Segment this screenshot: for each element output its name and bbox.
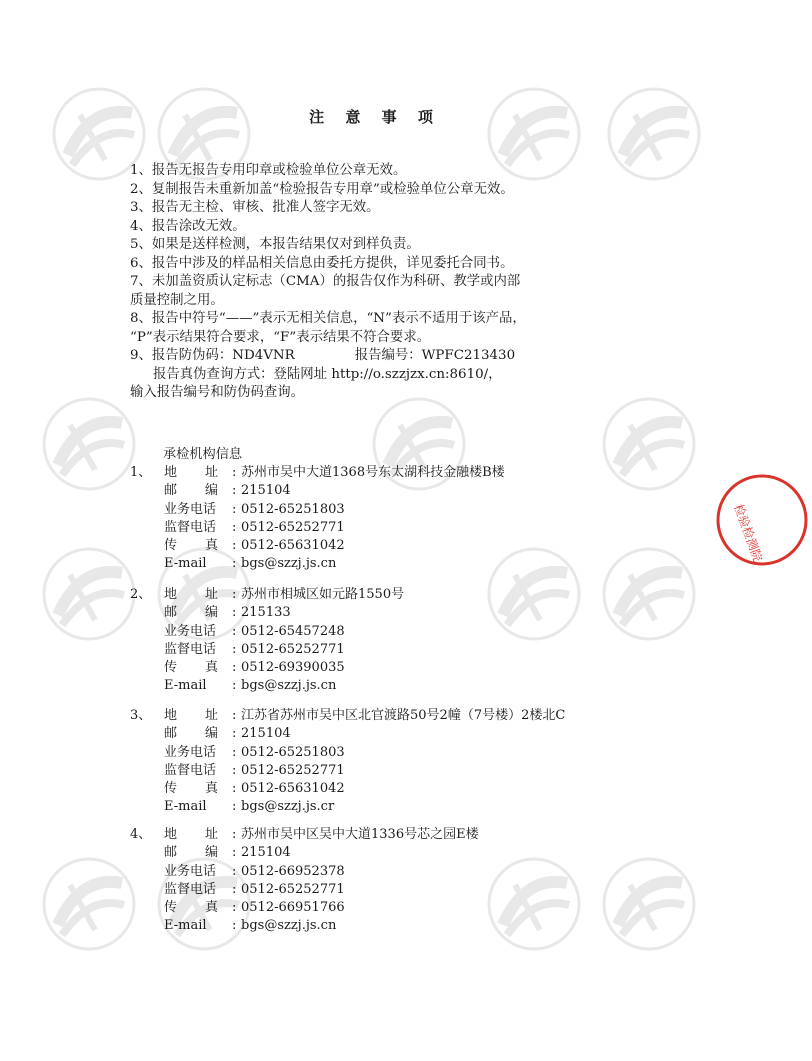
org-fax-row bbox=[130, 780, 565, 798]
org-postcode-value: 215104 bbox=[241, 483, 291, 499]
label-colon: : bbox=[232, 781, 237, 797]
org-email-row bbox=[130, 798, 565, 816]
org-business-tel-row bbox=[130, 744, 565, 762]
org-address-value: 苏州市相城区如元路1550号 bbox=[241, 587, 405, 602]
org-email-row bbox=[130, 677, 404, 695]
watermark-logo-icon bbox=[40, 855, 138, 953]
org-business-tel-value: 0512-65457248 bbox=[241, 623, 345, 639]
note-item: “P”表示结果符合要求，“F”表示结果不符合要求。 bbox=[130, 329, 431, 345]
org-business-tel-value: 0512-65251803 bbox=[241, 501, 345, 517]
org-business-tel-label: 业务电话 bbox=[164, 744, 217, 760]
label-colon: : bbox=[232, 881, 237, 897]
org-supervise-tel-value: 0512-65252771 bbox=[241, 762, 345, 778]
org-postcode-label: 邮 编 bbox=[164, 845, 218, 861]
org-address-label: 地 址 bbox=[164, 465, 218, 480]
org-business-tel-row bbox=[130, 863, 479, 881]
anti-fake-code: 9、报告防伪码：ND4VNR bbox=[130, 348, 295, 363]
org-postcode-label: 邮 编 bbox=[164, 605, 218, 621]
spacer bbox=[130, 881, 164, 899]
label-colon: : bbox=[232, 556, 237, 572]
org-address-label: 地 址 bbox=[164, 827, 218, 842]
spacer bbox=[130, 677, 164, 695]
org-address-row bbox=[130, 826, 479, 844]
label-colon: : bbox=[232, 827, 237, 842]
spacer bbox=[130, 482, 164, 500]
org-supervise-tel-value: 0512-65252771 bbox=[241, 519, 345, 535]
org-supervise-tel-label: 监督电话 bbox=[164, 881, 217, 897]
anti-fake-code-line bbox=[130, 347, 600, 366]
org-supervise-tel-label: 监督电话 bbox=[164, 762, 217, 778]
spacer bbox=[130, 659, 164, 677]
org-block bbox=[130, 464, 505, 574]
org-fax-row bbox=[130, 659, 404, 677]
label-colon: : bbox=[232, 863, 237, 879]
org-info-title: 承检机构信息 bbox=[163, 447, 243, 462]
watermark-logo-icon bbox=[40, 395, 138, 493]
label-colon: : bbox=[232, 799, 237, 815]
org-fax-value: 0512-69390035 bbox=[241, 660, 345, 676]
org-postcode-row bbox=[130, 725, 565, 743]
org-postcode-row bbox=[130, 604, 404, 622]
label-colon: : bbox=[232, 762, 237, 778]
org-number: 2、 bbox=[130, 587, 152, 602]
spacer bbox=[130, 899, 164, 917]
watermark-logo-icon bbox=[600, 855, 698, 953]
org-email-label: E-mail bbox=[164, 556, 207, 572]
org-fax-label: 传 真 bbox=[164, 660, 218, 676]
org-supervise-tel-row bbox=[130, 641, 404, 659]
org-block bbox=[130, 826, 479, 936]
org-fax-label: 传 真 bbox=[164, 781, 218, 797]
org-address-value: 江苏省苏州市吴中区北官渡路50号2幢（7号楼）2楼北C bbox=[241, 708, 566, 723]
org-business-tel-row bbox=[130, 623, 404, 641]
spacer bbox=[130, 725, 164, 743]
label-colon: : bbox=[232, 587, 237, 602]
spacer bbox=[130, 780, 164, 798]
org-supervise-tel-row bbox=[130, 519, 505, 537]
spacer bbox=[130, 762, 164, 780]
label-colon: : bbox=[232, 726, 237, 742]
spacer bbox=[130, 623, 164, 641]
label-colon: : bbox=[232, 660, 237, 676]
spacer bbox=[130, 519, 164, 537]
org-supervise-tel-value: 0512-65252771 bbox=[241, 641, 345, 657]
verify-line: 报告真伪查询方式：登陆网址 http://o.szzjzx.cn:8610/， bbox=[153, 366, 502, 382]
label-colon: : bbox=[232, 623, 237, 639]
org-email-row bbox=[130, 555, 505, 573]
org-fax-value: 0512-66951766 bbox=[241, 900, 345, 916]
org-address-row bbox=[130, 464, 505, 482]
spacer bbox=[130, 798, 164, 816]
watermark-logo-icon bbox=[600, 545, 698, 643]
org-supervise-tel-value: 0512-65252771 bbox=[241, 881, 345, 897]
org-supervise-tel-label: 监督电话 bbox=[164, 641, 217, 657]
org-address-value: 苏州市吴中区吴中大道1336号芯之园E楼 bbox=[241, 827, 479, 842]
org-email-label: E-mail bbox=[164, 678, 207, 694]
org-address-label: 地 址 bbox=[164, 587, 218, 602]
note-item: 1、报告无报告专用印章或检验单位公章无效。 bbox=[130, 163, 407, 178]
spacer bbox=[130, 863, 164, 881]
notes-list bbox=[130, 162, 600, 403]
org-fax-label: 传 真 bbox=[164, 900, 218, 916]
label-colon: : bbox=[232, 845, 237, 861]
spacer bbox=[130, 744, 164, 762]
org-number: 4、 bbox=[130, 827, 152, 842]
watermark-logo-icon bbox=[605, 85, 703, 183]
spacer bbox=[130, 641, 164, 659]
org-business-tel-label: 业务电话 bbox=[164, 501, 217, 517]
note-item: 7、未加盖资质认定标志（CMA）的报告仅作为科研、教学或内部 bbox=[130, 274, 521, 289]
note-item: 5、如果是送样检测，本报告结果仅对到样负责。 bbox=[130, 237, 420, 252]
label-colon: : bbox=[232, 483, 237, 499]
label-colon: : bbox=[232, 900, 237, 916]
org-fax-row bbox=[130, 899, 479, 917]
org-email-value: bgs@szzj.js.cn bbox=[241, 918, 337, 934]
org-email-value: bgs@szzj.js.cn bbox=[241, 556, 337, 572]
org-supervise-tel-row bbox=[130, 881, 479, 899]
org-fax-value: 0512-65631042 bbox=[241, 538, 345, 554]
spacer bbox=[130, 917, 164, 935]
label-colon: : bbox=[232, 538, 237, 554]
org-address-value: 苏州市吴中大道1368号东太湖科技金融楼B楼 bbox=[241, 465, 505, 480]
org-postcode-value: 215133 bbox=[241, 605, 291, 621]
spacer bbox=[130, 555, 164, 573]
note-item: 3、报告无主检、审核、批准人签字无效。 bbox=[130, 200, 380, 215]
watermark-logo-icon bbox=[600, 395, 698, 493]
verify-line: 输入报告编号和防伪码查询。 bbox=[130, 385, 305, 400]
note-item: 质量控制之用。 bbox=[130, 292, 224, 308]
org-supervise-tel-label: 监督电话 bbox=[164, 519, 217, 535]
spacer bbox=[130, 604, 164, 622]
watermark-logo-icon bbox=[485, 855, 583, 953]
org-postcode-label: 邮 编 bbox=[164, 483, 218, 499]
spacer bbox=[130, 844, 164, 862]
label-colon: : bbox=[232, 605, 237, 621]
org-business-tel-label: 业务电话 bbox=[164, 623, 217, 639]
org-address-label: 地 址 bbox=[164, 708, 218, 723]
spacer bbox=[130, 501, 164, 519]
note-item: 2、复制报告未重新加盖“检验报告专用章”或检验单位公章无效。 bbox=[130, 181, 514, 197]
page-title: 注 意 事 项 bbox=[309, 108, 441, 126]
report-number: 报告编号：WPFC213430 bbox=[354, 348, 516, 363]
note-item: 8、报告中符号“——”表示无相关信息，“N”表示不适用于该产品， bbox=[130, 311, 526, 326]
org-fax-value: 0512-65631042 bbox=[241, 781, 345, 797]
official-seal-icon bbox=[712, 470, 812, 570]
label-colon: : bbox=[232, 641, 237, 657]
org-number: 1、 bbox=[130, 465, 152, 480]
org-email-row bbox=[130, 917, 479, 935]
org-fax-label: 传 真 bbox=[164, 538, 218, 554]
org-block bbox=[130, 707, 565, 817]
label-colon: : bbox=[232, 678, 237, 694]
org-business-tel-value: 0512-65251803 bbox=[241, 744, 345, 760]
org-postcode-row bbox=[130, 482, 505, 500]
org-email-label: E-mail bbox=[164, 918, 207, 934]
svg-text:检验检测院: 检验检测院 bbox=[731, 502, 765, 564]
note-item: 6、报告中涉及的样品相关信息由委托方提供，详见委托合同书。 bbox=[130, 255, 514, 271]
org-postcode-value: 215104 bbox=[241, 726, 291, 742]
org-business-tel-label: 业务电话 bbox=[164, 863, 217, 879]
org-business-tel-value: 0512-66952378 bbox=[241, 863, 345, 879]
watermark-logo-icon bbox=[40, 545, 138, 643]
org-postcode-label: 邮 编 bbox=[164, 726, 218, 742]
org-email-value: bgs@szzj.js.cr bbox=[241, 799, 335, 815]
label-colon: : bbox=[232, 744, 237, 760]
org-block bbox=[130, 586, 404, 696]
org-business-tel-row bbox=[130, 501, 505, 519]
spacer bbox=[130, 537, 164, 555]
org-number: 3、 bbox=[130, 708, 152, 723]
org-postcode-row bbox=[130, 844, 479, 862]
label-colon: : bbox=[232, 519, 237, 535]
label-colon: : bbox=[232, 501, 237, 517]
org-email-label: E-mail bbox=[164, 799, 207, 815]
label-colon: : bbox=[232, 708, 237, 723]
org-supervise-tel-row bbox=[130, 762, 565, 780]
org-postcode-value: 215104 bbox=[241, 845, 291, 861]
org-address-row bbox=[130, 707, 565, 725]
note-item: 4、报告涂改无效。 bbox=[130, 218, 246, 234]
org-email-value: bgs@szzj.js.cn bbox=[241, 678, 337, 694]
label-colon: : bbox=[232, 918, 237, 934]
label-colon: : bbox=[232, 465, 237, 480]
org-address-row bbox=[130, 586, 404, 604]
org-fax-row bbox=[130, 537, 505, 555]
